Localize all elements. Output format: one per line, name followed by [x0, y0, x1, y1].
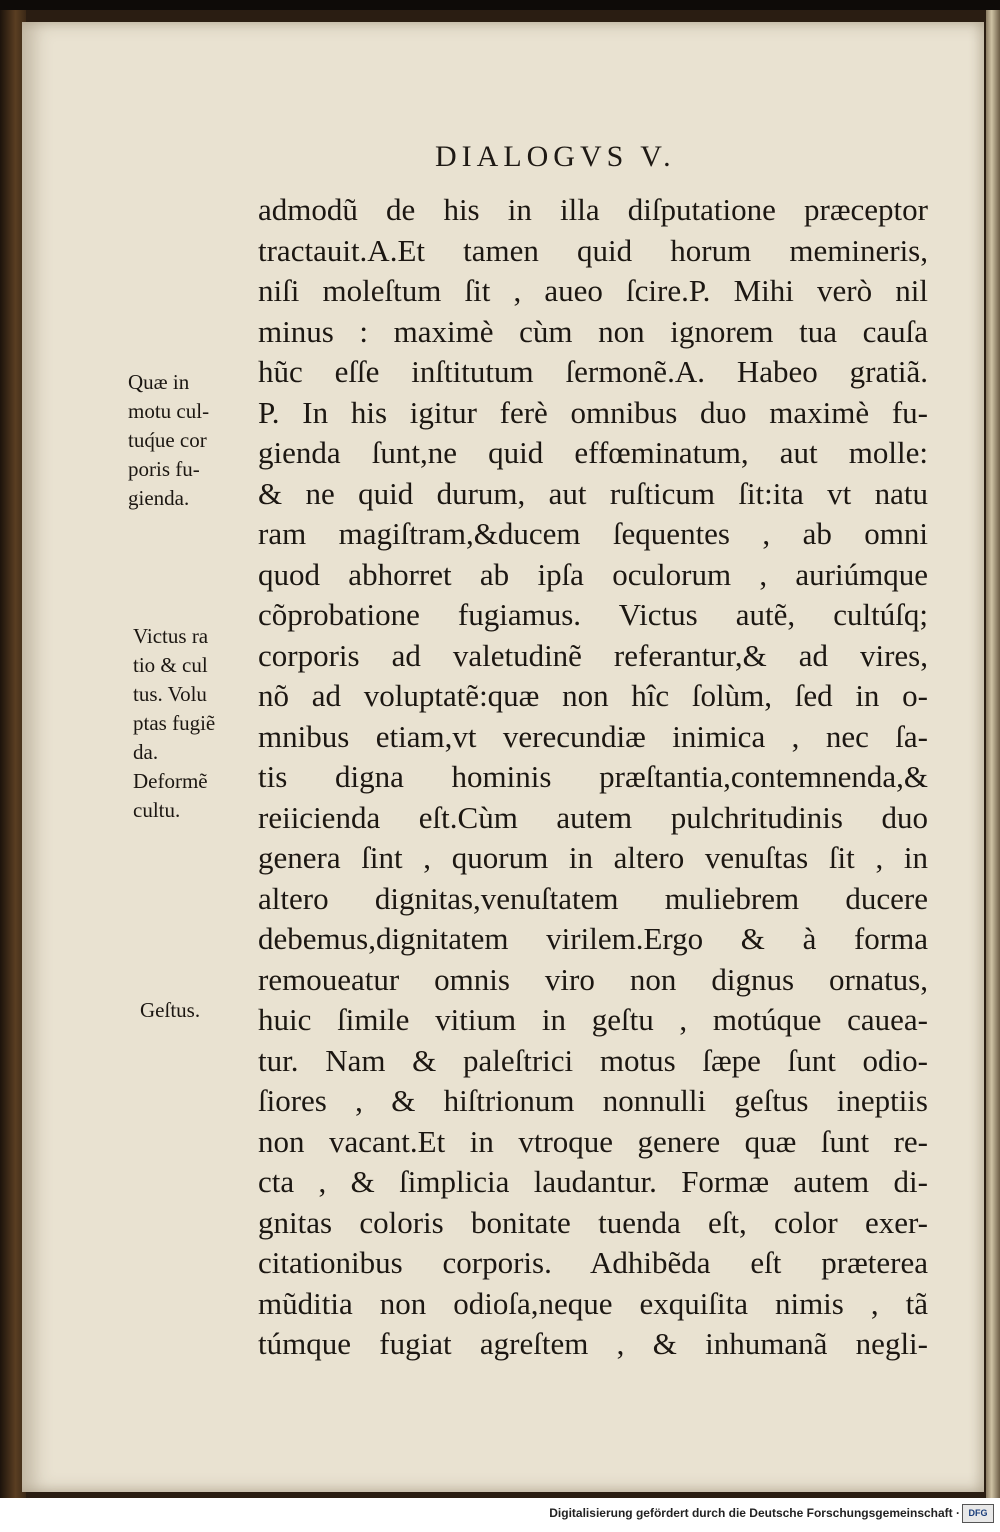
- dfg-logo: DFG: [962, 1504, 994, 1523]
- text-line: quod abhorret ab ipſa oculorum , auriúmque: [258, 556, 928, 592]
- text-line: altero dignitas,venuſtatem muliebrem ducere: [258, 880, 928, 916]
- margin-note-1: Quæ in motu cul- tuq́ue cor poris fu- gienda.: [128, 370, 210, 510]
- page-edges: [986, 10, 1000, 1498]
- body-text: [258, 190, 928, 1365]
- text-line: corporis ad valetudinẽ referantur,& ad vires,: [258, 637, 928, 673]
- margin-note-2: Victus ra tio & cul tus. Volu ptas fugiẽ da. Deformẽ cultu.: [133, 624, 216, 822]
- text-line: tractauit.A.Et tamen quid horum memineris,: [258, 232, 928, 268]
- margin-note-3: Geſtus.: [140, 998, 201, 1022]
- text-line: hũc eſſe inſtitutum ſermonẽ.A. Habeo gratiã.: [258, 354, 928, 389]
- text-line: genera ſint , quorum in altero venuſtas ſit , in: [258, 840, 928, 875]
- text-line: mũditia non odioſa,neque exquiſita nimis , tã: [258, 1285, 928, 1321]
- running-head: DIALOGVS V.: [435, 140, 676, 173]
- text-line: nõ ad voluptatẽ:quæ non hîc ſolùm, ſed in o-: [258, 678, 928, 713]
- text-line: P. In his igitur ferè omnibus duo maximè fu-: [258, 394, 928, 430]
- text-line: túmque fugiat agreſtem , & inhumanã negli-: [258, 1326, 928, 1361]
- text-line: admodũ de his in illa diſputatione præceptor: [258, 192, 928, 227]
- funding-credit: Digitalisierung gefördert durch die Deutsche Forschungsgemeinschaft ·: [549, 1506, 960, 1520]
- text-line: reiicienda eſt.Cùm autem pulchritudinis duo: [258, 799, 928, 835]
- text-line: cõprobatione fugiamus. Victus autẽ, cultúſq;: [258, 597, 928, 632]
- text-line: niſi moleſtum ſit , aueo ſcire.P. Mihi verò nil: [258, 273, 928, 308]
- text-line: citationibus corporis. Adhibẽda eſt præterea: [258, 1245, 928, 1280]
- text-line: gienda ſunt,ne quid effœminatum, aut molle:: [258, 435, 928, 470]
- text-line: remoueatur omnis viro non dignus ornatus,: [258, 961, 928, 997]
- footer-bar: [0, 1498, 1000, 1532]
- text-line: gnitas coloris bonitate tuenda eſt, color exer-: [258, 1204, 928, 1240]
- text-line: non vacant.Et in vtroque genere quæ ſunt re-: [258, 1123, 928, 1159]
- text-line: mnibus etiam,vt verecundiæ inimica , nec ſa-: [258, 718, 928, 754]
- text-line: minus : maximè cùm non ignorem tua cauſa: [258, 313, 928, 349]
- text-line: ſiores , & hiſtrionum nonnulli geſtus ineptiis: [258, 1083, 928, 1118]
- text-line: ram magiſtram,&ducem ſequentes , ab omni: [258, 516, 928, 551]
- text-line: & ne quid durum, aut ruſticum ſit:ita vt natu: [258, 475, 928, 511]
- text-line: cta , & ſimplicia laudantur. Formæ autem di-: [258, 1164, 928, 1199]
- text-line: debemus,dignitatem virilem.Ergo & à forma: [258, 921, 928, 956]
- text-line: tur. Nam & paleſtrici motus ſæpe ſunt odio-: [258, 1042, 928, 1078]
- text-line: huic ſimile vitium in geſtu , motúque cauea-: [258, 1002, 928, 1037]
- text-line: tis digna hominis præſtantia,contemnenda,&: [258, 759, 928, 794]
